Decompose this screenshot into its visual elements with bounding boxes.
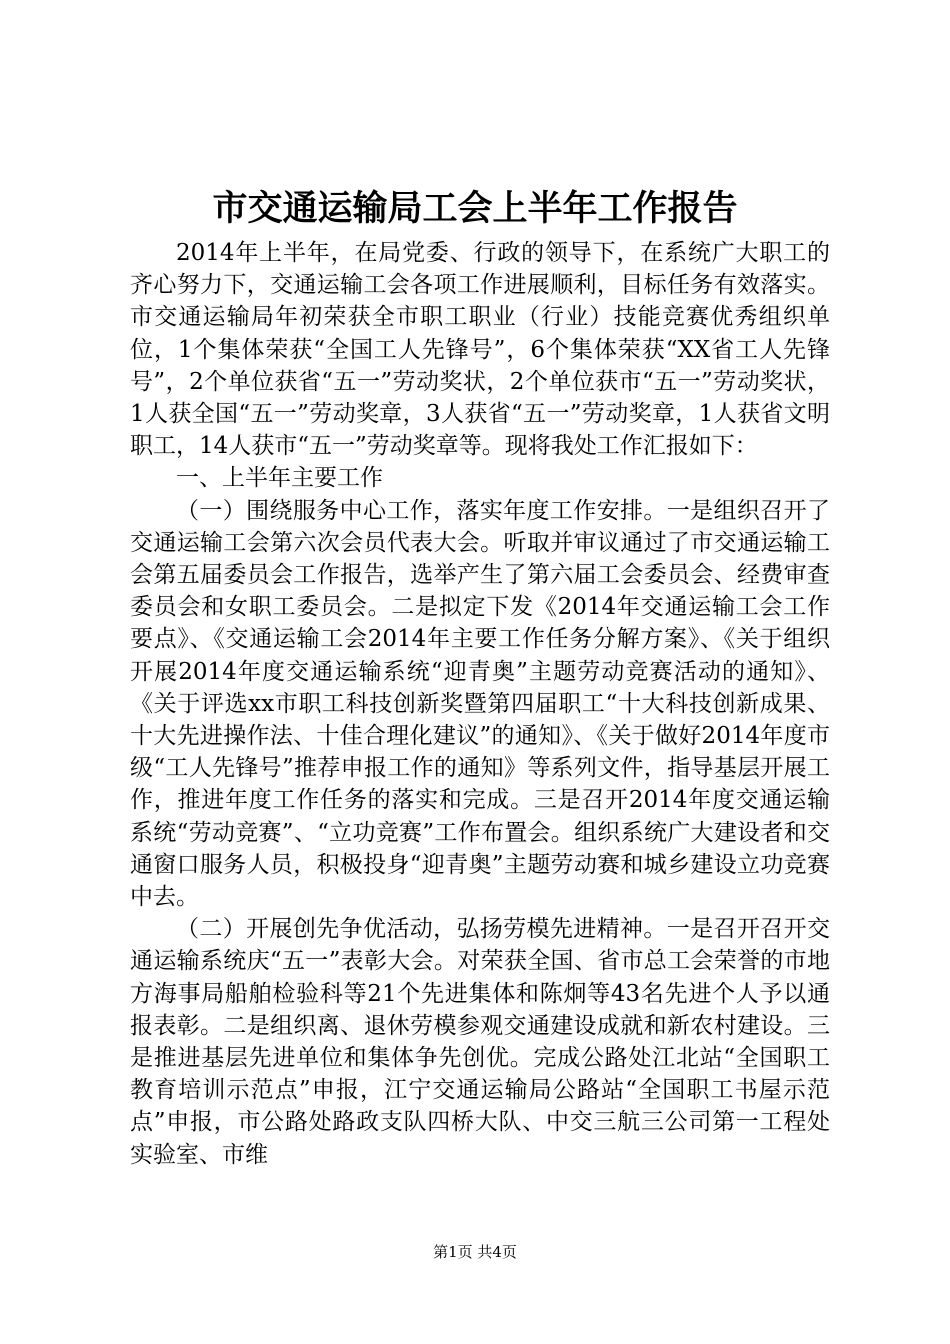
- page-number-footer: 第1页 共4页: [433, 1243, 517, 1261]
- document-body: [130, 237, 830, 1171]
- section-paragraph-1: （一）围绕服务中心工作，落实年度工作安排。一是组织召开了交通运输工会第六次会员代表大会。听取并审议通过了市交通运输工会第五届委员会工作报告，选举产生了第六届工会委员会、经费审查委员会和女职工委员会。二是拟定下发《2014年交通运输工会工作要点》、《交通运输工会2014年主要工作任务分解方案》、《关于组织开展2014年度交通运输系统“迎青奥”主题劳动竞赛活动的通知》、《关于评选xx市职工科技创新奖暨第四届职工“十大科技创新成果、十大先进操作法、十佳合理化建议”的通知》、《关于做好2014年度市级“工人先锋号”推荐申报工作的通知》等系列文件，指导基层开展工作，推进年度工作任务的落实和完成。三是召开2014年度交通运输系统“劳动竞赛”、“立功竞赛”工作布置会。组织系统广大建设者和交通窗口服务人员，积极投身“迎青奥”主题劳动赛和城乡建设立功竞赛中去。: [130, 497, 830, 911]
- document-title: 市交通运输局工会上半年工作报告: [212, 188, 738, 229]
- section-paragraph-2: （二）开展创先争优活动，弘扬劳模先进精神。一是召开召开交通运输系统庆“五一”表彰大会。对荣获全国、省市总工会荣誉的市地方海事局船舶检验科等21个先进集体和陈炯等43名先进个人予以通报表彰。二是组织离、退休劳模参观交通建设成就和新农村建设。三是推进基层先进单位和集体争先创优。完成公路处江北站“全国职工教育培训示范点”申报，江宁交通运输局公路站“全国职工书屋示范点”申报，市公路处路政支队四桥大队、中交三航三公司第一工程处实验室、市维: [130, 916, 830, 1168]
- section-heading: 一、上半年主要工作: [176, 465, 383, 492]
- intro-paragraph: 2014年上半年，在局党委、行政的领导下，在系统广大职工的齐心努力下，交通运输工会各项工作进展顺利，目标任务有效落实。市交通运输局年初荣获全市职工职业（行业）技能竞赛优秀组织单位，1个集体荣获“全国工人先锋号”，6个集体荣获“XX省工人先锋号”，2个单位获省“五一”劳动奖状，2个单位获市“五一”劳动奖状，1人获全国“五一”劳动奖章，3人获省“五一”劳动奖章，1人获省文明职工，14人获市“五一”劳动奖章等。现将我处工作汇报如下：: [130, 240, 830, 460]
